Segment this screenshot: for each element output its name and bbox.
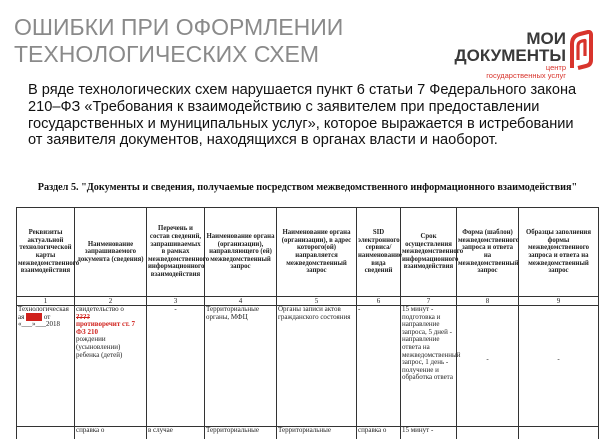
highlighted-text: карта xyxy=(26,312,43,321)
number-cell: 7 xyxy=(401,297,457,306)
cell-text: от xyxy=(43,312,51,321)
table-cell xyxy=(519,306,599,427)
table-row xyxy=(17,427,599,440)
logo-sub-1: центр xyxy=(545,63,566,72)
table-cell: 15 минут - xyxy=(401,427,457,440)
interaction-table xyxy=(16,207,599,439)
table-cell xyxy=(519,427,599,440)
table-cell xyxy=(457,427,519,440)
number-cell: 3 xyxy=(147,297,205,306)
number-cell: 4 xyxy=(205,297,277,306)
number-cell: 5 xyxy=(277,297,357,306)
table-cell: в случае xyxy=(147,427,205,440)
table-cell: Органы записи актов гражданского состояния xyxy=(277,306,357,427)
header-cell: Реквизиты актуальной технологической карты межведомственного взаимодействия xyxy=(17,208,75,297)
table-cell: Территориальные xyxy=(205,427,277,440)
header-cell: Образцы заполнения формы межведомственного запроса и ответа на межведомственный запрос xyxy=(519,208,599,297)
number-cell: 8 xyxy=(457,297,519,306)
slide-title xyxy=(14,14,343,68)
header-cell: Срок осуществления межведомственного информационного взаимодействия xyxy=(401,208,457,297)
table-cell: Территориальные xyxy=(277,427,357,440)
table-cell: Территориальные органы, МФЦ xyxy=(205,306,277,427)
intro-paragraph xyxy=(28,82,578,149)
cell-text: Технологическая xyxy=(18,305,69,313)
header-cell: Наименование органа (организации), в адрес которого(ой) направляется межведомственный запрос xyxy=(277,208,357,297)
number-cell: 6 xyxy=(357,297,401,306)
cell-text: - xyxy=(486,355,489,363)
header-cell: Наименование запрашиваемого документа (сведения) xyxy=(75,208,147,297)
header-cell: SID электронного сервиса/ наименование вида сведений xyxy=(357,208,401,297)
header-cell: Наименование органа (организации), направляющего (ей) межведомственный запрос xyxy=(205,208,277,297)
cell-text: «___»___2018 xyxy=(18,320,60,329)
table-cell: 15 минут - подготовка и направление запроса, 5 дней - направление ответа на межведомственный запрос, 1 день - получение и обработка ответа xyxy=(401,306,457,427)
logo-line-1: МОИ xyxy=(526,29,566,48)
number-cell: 1 xyxy=(17,297,75,306)
error-annotation: противоречит ст. 7 ФЗ 210 xyxy=(76,320,136,336)
slide-title-line-2: ТЕХНОЛОГИЧЕСКИХ СХЕМ xyxy=(14,41,320,67)
table-cell xyxy=(17,306,75,427)
table-row xyxy=(17,306,599,427)
number-cell: 2 xyxy=(75,297,147,306)
logo-line-2: ДОКУМЕНТЫ xyxy=(454,46,566,65)
table-cell xyxy=(457,306,519,427)
cell-text: ая xyxy=(18,312,25,321)
table-cell: - xyxy=(357,306,401,427)
logo-text xyxy=(448,30,566,80)
intro-text: В ряде технологических схем нарушается пункт 6 статьи 7 Федерального закона 210–ФЗ «Требования к взаимодействию с заявителем при предоставлении государственных и муниципальных услуг», которое выражается в истребовании от заявителя документов, находящихся в органах власти и наоборот. xyxy=(28,82,577,149)
table-cell xyxy=(75,306,147,427)
number-cell: 9 xyxy=(519,297,599,306)
logo-mark-icon xyxy=(568,30,594,70)
table-cell: справка о xyxy=(75,427,147,440)
slide-title-line-1: ОШИБКИ ПРИ ОФОРМЛЕНИИ xyxy=(14,14,344,40)
section-title: Раздел 5. "Документы и сведения, получаемые посредством межведомственного информационного взаимодействия" xyxy=(37,182,578,193)
header-cell: Форма (шаблон) межведомственного запроса и ответа на межведомственный запрос xyxy=(457,208,519,297)
table-header-row xyxy=(17,208,599,297)
cell-text: - xyxy=(557,355,560,363)
header-cell: Перечень и состав сведений, запрашиваемых в рамках межведомственного информационного взаимодействия xyxy=(147,208,205,297)
cell-text: свидетельство о xyxy=(76,305,124,313)
moi-dokumenty-logo xyxy=(448,30,594,86)
error-mark: ???? xyxy=(76,312,90,321)
table-cell xyxy=(17,427,75,440)
table-cell: - xyxy=(147,306,205,427)
table-cell: справка о xyxy=(357,427,401,440)
cell-text: рождении (усыновлении) ребенка (детей) xyxy=(76,335,123,359)
logo-sub-2: государственных услуг xyxy=(486,71,566,80)
